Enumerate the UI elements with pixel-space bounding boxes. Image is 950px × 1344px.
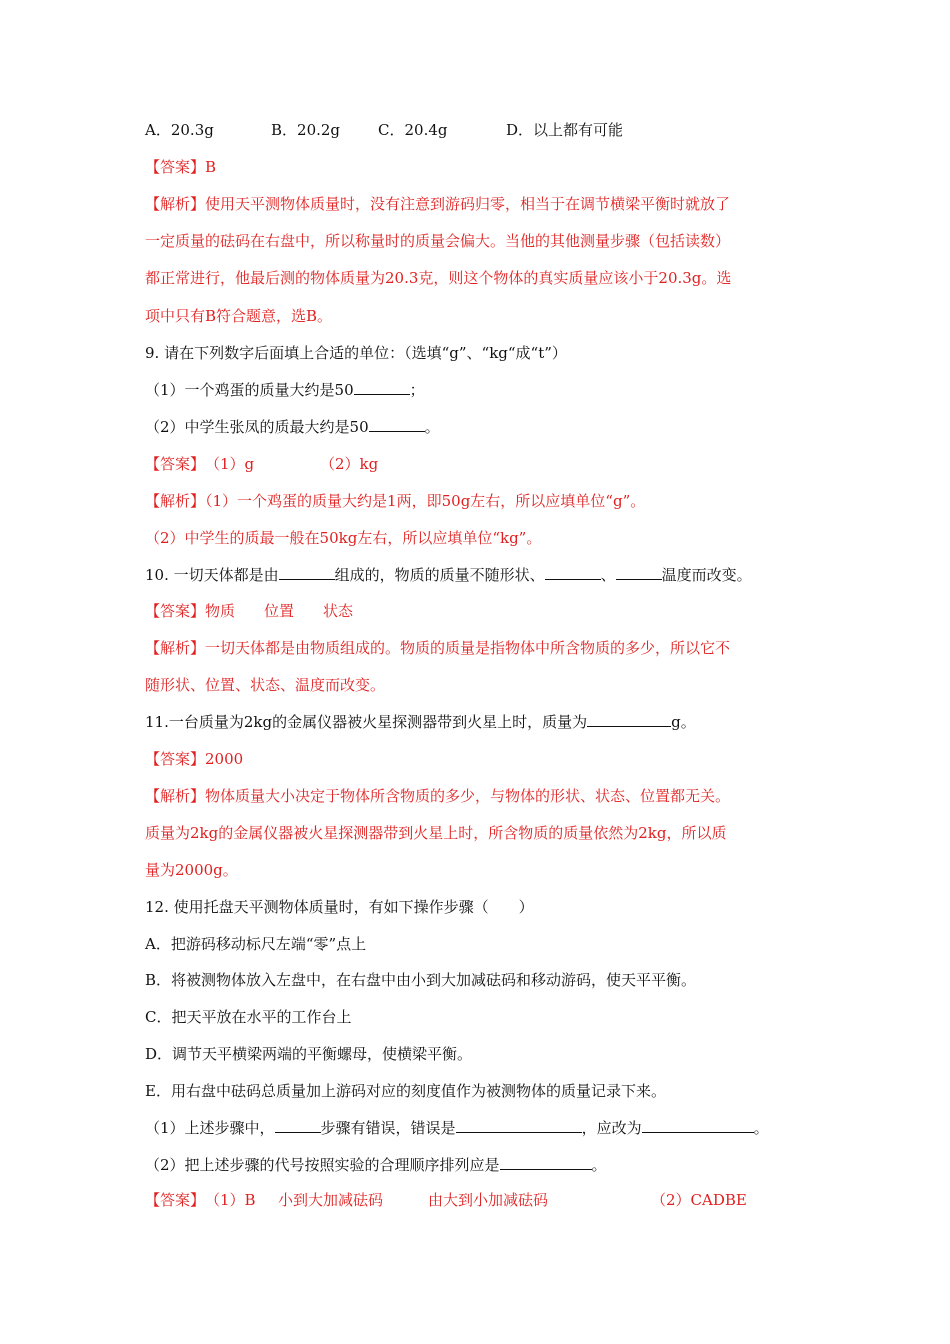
q10-analysis-line-1	[145, 638, 730, 658]
answer-blank	[500, 1155, 592, 1170]
q11-answer	[145, 749, 243, 769]
analysis-text: 物体质量大小决定于物体所含物质的多少，与物体的形状、状态、位置都无关。	[205, 787, 731, 805]
analysis-tag: 【解析】	[145, 787, 206, 805]
analysis-text: 一切天体都是由物质组成的。物质的质量是指物体中所含物质的多少，所以它不	[205, 639, 731, 657]
answer-value-2: 小到大加减砝码	[278, 1191, 384, 1209]
answer-tag: 【答案】	[145, 1191, 206, 1209]
option-b: B．20.2g	[271, 121, 341, 139]
q12-step-b: B．将被测物体放入左盘中，在右盘中由小到大加减砝码和移动游码，使天平平衡。	[145, 971, 697, 989]
q8-answer	[145, 157, 216, 177]
answer-blank	[642, 1118, 754, 1133]
answer-tag: 【答案】	[145, 602, 206, 620]
answer-blank	[545, 565, 601, 580]
part-text: （2）把上述步骤的代号按照实验的合理顺序排列应是	[145, 1156, 500, 1174]
part-text: 步骤有错误，错误是	[320, 1119, 456, 1137]
answer-blank	[279, 565, 335, 580]
answer-blank	[354, 380, 410, 395]
answer-value-2: （2）kg	[320, 455, 379, 473]
part-text: （1）一个鸡蛋的质量大约是50	[145, 381, 354, 399]
answer-value-3: 由大到小加减砝码	[428, 1191, 549, 1209]
stem-text: g。	[671, 713, 696, 731]
answer-value: 2000	[205, 750, 244, 768]
q9-stem: 9. 请在下列数字后面填上合适的单位：（选填“g”、“kg“成“t”）	[145, 344, 567, 362]
answer-value: B	[205, 158, 217, 176]
answer-tag: 【答案】	[145, 455, 206, 473]
answer-value-4: （2）CADBE	[651, 1191, 747, 1209]
part-text: （1）上述步骤中，	[145, 1119, 275, 1137]
q11-analysis-line-2: 质量为2kg的金属仪器被火星探测器带到火星上时，所含物质的质量依然为2kg，所以质	[145, 824, 727, 842]
stem-text: 组成的，物质的质量不随形状、	[334, 566, 545, 584]
q12-answer	[145, 1190, 747, 1210]
q9-analysis-line-1	[145, 491, 645, 511]
stem-text: 、	[600, 566, 616, 584]
q12-part-1	[145, 1118, 769, 1138]
q12-step-d: D．调节天平横梁两端的平衡螺母，使横梁平衡。	[145, 1045, 473, 1063]
answer-blank	[587, 712, 671, 727]
answer-value-2: 位置	[264, 602, 295, 620]
q9-answer	[145, 454, 378, 474]
q11-analysis-line-1	[145, 786, 730, 806]
q10-answer	[145, 601, 353, 621]
q8-analysis-line-2: 一定质量的砝码在右盘中，所以称量时的质量会偏大。当他的其他测量步骤（包括读数）	[145, 232, 731, 250]
analysis-tag: 【解析】	[145, 639, 206, 657]
part-text: （2）中学生张凤的质最大约是50	[145, 418, 369, 436]
q11-stem	[145, 712, 696, 732]
q12-step-a: A．把游码移动标尺左端“零”点上	[145, 935, 367, 953]
option-c: C．20.4g	[378, 121, 448, 139]
answer-value-1: 物质	[205, 602, 236, 620]
q8-analysis-line-3: 都正常进行，他最后测的物体质量为20.3克，则这个物体的真实质量应该小于20.3g。选	[145, 269, 732, 287]
option-a: A．20.3g	[145, 121, 214, 139]
part-text: ，应改为	[581, 1119, 642, 1137]
q10-analysis-line-2: 随形状、位置、状态、温度而改变。	[145, 676, 386, 694]
analysis-text: （1）一个鸡蛋的质量大约是1两，即50g左右，所以应填单位“g”。	[205, 492, 646, 510]
q9-part-1	[145, 380, 425, 400]
answer-blank	[616, 565, 662, 580]
q10-stem	[145, 565, 752, 585]
answer-tag: 【答案】	[145, 750, 206, 768]
answer-value-3: 状态	[323, 602, 354, 620]
q11-analysis-line-3: 量为2000g。	[145, 861, 238, 879]
analysis-text: 使用天平测物体质量时，没有注意到游码归零，相当于在调节横梁平衡时就放了	[205, 195, 731, 213]
answer-value-1: （1）g	[205, 455, 255, 473]
answer-blank	[275, 1118, 321, 1133]
q12-part-2	[145, 1155, 607, 1175]
answer-blank	[369, 417, 425, 432]
q12-step-c: C．把天平放在水平的工作台上	[145, 1008, 352, 1026]
part-text: 。	[591, 1156, 607, 1174]
option-d: D．以上都有可能	[506, 121, 624, 139]
answer-value-1: （1）B	[205, 1191, 256, 1209]
q12-step-e: E．用右盘中砝码总质量加上游码对应的刻度值作为被测物体的质量记录下来。	[145, 1082, 666, 1100]
analysis-tag: 【解析】	[145, 492, 206, 510]
q8-analysis-line-4: 项中只有B符合题意，选B。	[145, 307, 333, 325]
q9-analysis-line-2: （2）中学生的质最一般在50kg左右，所以应填单位“kg”。	[145, 529, 542, 547]
stem-text: 温度而改变。	[661, 566, 752, 584]
q8-options	[145, 120, 623, 140]
part-punct: ；	[409, 381, 425, 399]
q12-stem: 12. 使用托盘天平测物体质量时，有如下操作步骤（ ）	[145, 898, 534, 916]
stem-text: 11.一台质量为2kg的金属仪器被火星探测器带到火星上时，质量为	[145, 713, 588, 731]
answer-tag: 【答案】	[145, 158, 206, 176]
stem-text: 10. 一切天体都是由	[145, 566, 279, 584]
part-text: 。	[753, 1119, 769, 1137]
analysis-tag: 【解析】	[145, 195, 206, 213]
q9-part-2	[145, 417, 440, 437]
part-punct: 。	[424, 418, 440, 436]
q8-analysis-line-1	[145, 194, 730, 214]
answer-blank	[456, 1118, 582, 1133]
